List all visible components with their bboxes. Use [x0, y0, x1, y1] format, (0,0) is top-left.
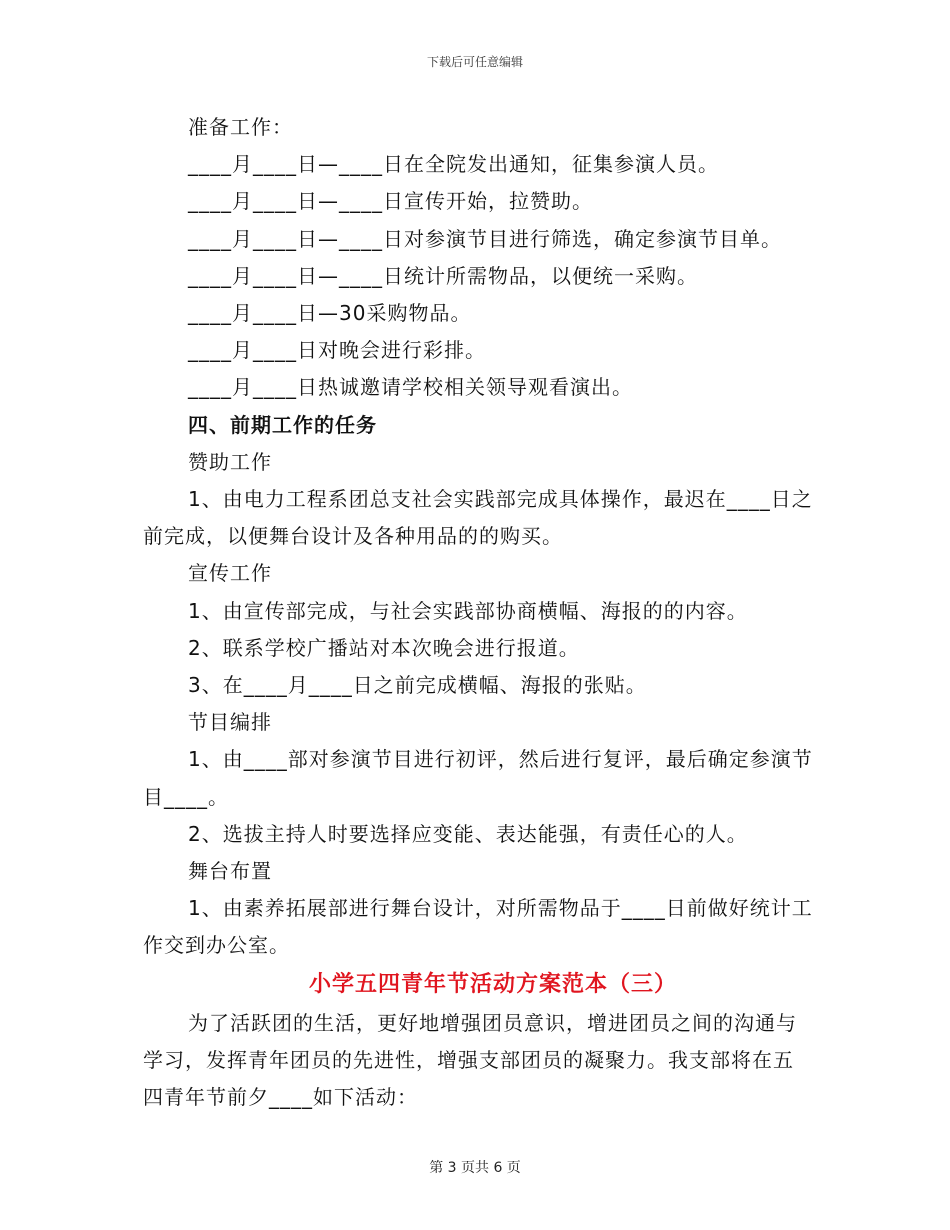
- subsection-heading-sponsor: 赞助工作: [188, 449, 272, 474]
- sponsor-item: 1、由电力工程系团总支社会实践部完成具体操作，最迟在____日之前完成，以便舞台设计及各种用品的的购买。: [143, 487, 813, 549]
- page-footer: 第 3 页共 6 页: [429, 1160, 521, 1176]
- schedule-line: ____月____日—30采购物品。: [188, 301, 472, 326]
- schedule-line: ____月____日热诚邀请学校相关领导观看演出。: [188, 375, 633, 400]
- publicity-item: 3、在____月____日之前完成横幅、海报的张贴。: [188, 673, 647, 698]
- stage-item: 1、由素养拓展部进行舞台设计，对所需物品于____日前做好统计工作交到办公室。: [143, 896, 813, 958]
- schedule-line: ____月____日—____日宣传开始，拉赞助。: [188, 189, 593, 214]
- schedule-line: ____月____日—____日在全院发出通知，征集参演人员。: [188, 152, 719, 177]
- subsection-heading-stage: 舞台布置: [188, 859, 272, 884]
- plan-title: 小学五四青年节活动方案范本（三）: [308, 971, 677, 997]
- subsection-heading-publicity: 宣传工作: [188, 561, 272, 586]
- schedule-line: ____月____日—____日统计所需物品，以便统一采购。: [188, 263, 698, 288]
- schedule-line: ____月____日—____日对参演节目进行筛选，确定参演节目单。: [188, 226, 782, 251]
- publicity-item: 2、联系学校广播站对本次晚会进行报道。: [188, 635, 580, 660]
- schedule-line: ____月____日对晚会进行彩排。: [188, 338, 486, 363]
- section-heading: 四、前期工作的任务: [188, 412, 377, 437]
- program-item: 2、选拔主持人时要选择应变能、表达能强，有责任心的人。: [188, 821, 748, 846]
- prep-heading: 准备工作：: [188, 115, 293, 139]
- program-item: 1、由____部对参演节目进行初评，然后进行复评，最后确定参演节目____。: [143, 747, 813, 809]
- document-body: [143, 109, 813, 1116]
- plan-intro-paragraph: 为了活跃团的生活，更好地增强团员意识，增进团员之间的沟通与学习，发挥青年团员的先进性，增强支部团员的凝聚力。我支部将在五四青年节前夕____如下活动：: [143, 1010, 797, 1110]
- subsection-heading-program: 节目编排: [188, 710, 272, 735]
- publicity-item: 1、由宣传部完成，与社会实践部协商横幅、海报的的内容。: [188, 598, 748, 623]
- page-header: 下载后可任意编辑: [426, 55, 523, 69]
